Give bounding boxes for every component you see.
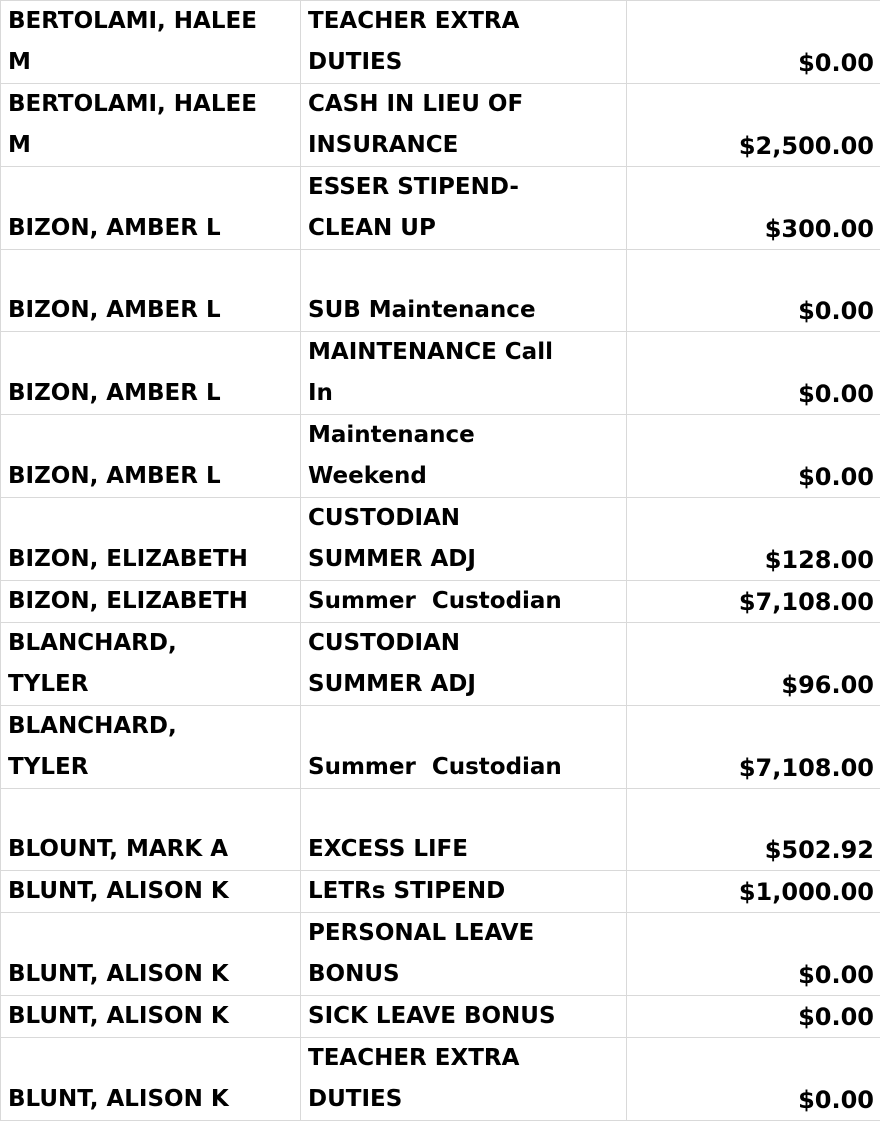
- amount-cell: $0.00: [627, 250, 880, 332]
- amount-cell: $300.00: [627, 167, 880, 250]
- pay-description-cell: Maintenance Weekend: [301, 415, 627, 498]
- employee-name-cell: BLOUNT, MARK A: [1, 789, 301, 871]
- pay-description-cell: CUSTODIAN SUMMER ADJ: [301, 623, 627, 706]
- employee-name-cell: BIZON, AMBER L: [1, 415, 301, 498]
- pay-description-cell: LETRs STIPEND: [301, 871, 627, 913]
- amount-cell: $0.00: [627, 996, 880, 1038]
- table-body: [1, 1, 880, 1121]
- pay-description-cell: TEACHER EXTRA DUTIES: [301, 1, 627, 84]
- pay-description-cell: EXCESS LIFE: [301, 789, 627, 871]
- table-row: [1, 706, 880, 789]
- table-row: [1, 167, 880, 250]
- table-row: [1, 996, 880, 1038]
- pay-description-cell: CUSTODIAN SUMMER ADJ: [301, 498, 627, 581]
- pay-description-cell: Summer Custodian: [301, 581, 627, 623]
- amount-cell: $2,500.00: [627, 84, 880, 167]
- table-row: [1, 415, 880, 498]
- employee-name-cell: BLANCHARD, TYLER: [1, 706, 301, 789]
- employee-name-cell: BIZON, AMBER L: [1, 332, 301, 415]
- table-row: [1, 581, 880, 623]
- pay-description-cell: MAINTENANCE Call In: [301, 332, 627, 415]
- pay-description-cell: Summer Custodian: [301, 706, 627, 789]
- table-row: [1, 332, 880, 415]
- amount-cell: $0.00: [627, 1, 880, 84]
- employee-name-cell: BERTOLAMI, HALEE M: [1, 1, 301, 84]
- employee-name-cell: BERTOLAMI, HALEE M: [1, 84, 301, 167]
- table-row: [1, 1, 880, 84]
- pay-description-cell: CASH IN LIEU OF INSURANCE: [301, 84, 627, 167]
- amount-cell: $0.00: [627, 913, 880, 996]
- employee-name-cell: BIZON, ELIZABETH: [1, 498, 301, 581]
- pay-description-cell: ESSER STIPEND- CLEAN UP: [301, 167, 627, 250]
- table-row: [1, 250, 880, 332]
- amount-cell: $128.00: [627, 498, 880, 581]
- pay-description-cell: SUB Maintenance: [301, 250, 627, 332]
- table-row: [1, 913, 880, 996]
- amount-cell: $96.00: [627, 623, 880, 706]
- amount-cell: $502.92: [627, 789, 880, 871]
- employee-name-cell: BIZON, AMBER L: [1, 250, 301, 332]
- amount-cell: $0.00: [627, 415, 880, 498]
- amount-cell: $7,108.00: [627, 706, 880, 789]
- employee-name-cell: BLUNT, ALISON K: [1, 996, 301, 1038]
- table-row: [1, 84, 880, 167]
- employee-name-cell: BIZON, AMBER L: [1, 167, 301, 250]
- employee-name-cell: BLUNT, ALISON K: [1, 871, 301, 913]
- table-row: [1, 789, 880, 871]
- employee-name-cell: BLANCHARD, TYLER: [1, 623, 301, 706]
- amount-cell: $1,000.00: [627, 871, 880, 913]
- amount-cell: $7,108.00: [627, 581, 880, 623]
- employee-name-cell: BLUNT, ALISON K: [1, 913, 301, 996]
- table-row: [1, 623, 880, 706]
- table-row: [1, 498, 880, 581]
- table-row: [1, 1038, 880, 1121]
- amount-cell: $0.00: [627, 1038, 880, 1121]
- pay-description-cell: PERSONAL LEAVE BONUS: [301, 913, 627, 996]
- amount-cell: $0.00: [627, 332, 880, 415]
- pay-description-cell: SICK LEAVE BONUS: [301, 996, 627, 1038]
- pay-description-cell: TEACHER EXTRA DUTIES: [301, 1038, 627, 1121]
- employee-name-cell: BLUNT, ALISON K: [1, 1038, 301, 1121]
- table-row: [1, 871, 880, 913]
- employee-name-cell: BIZON, ELIZABETH: [1, 581, 301, 623]
